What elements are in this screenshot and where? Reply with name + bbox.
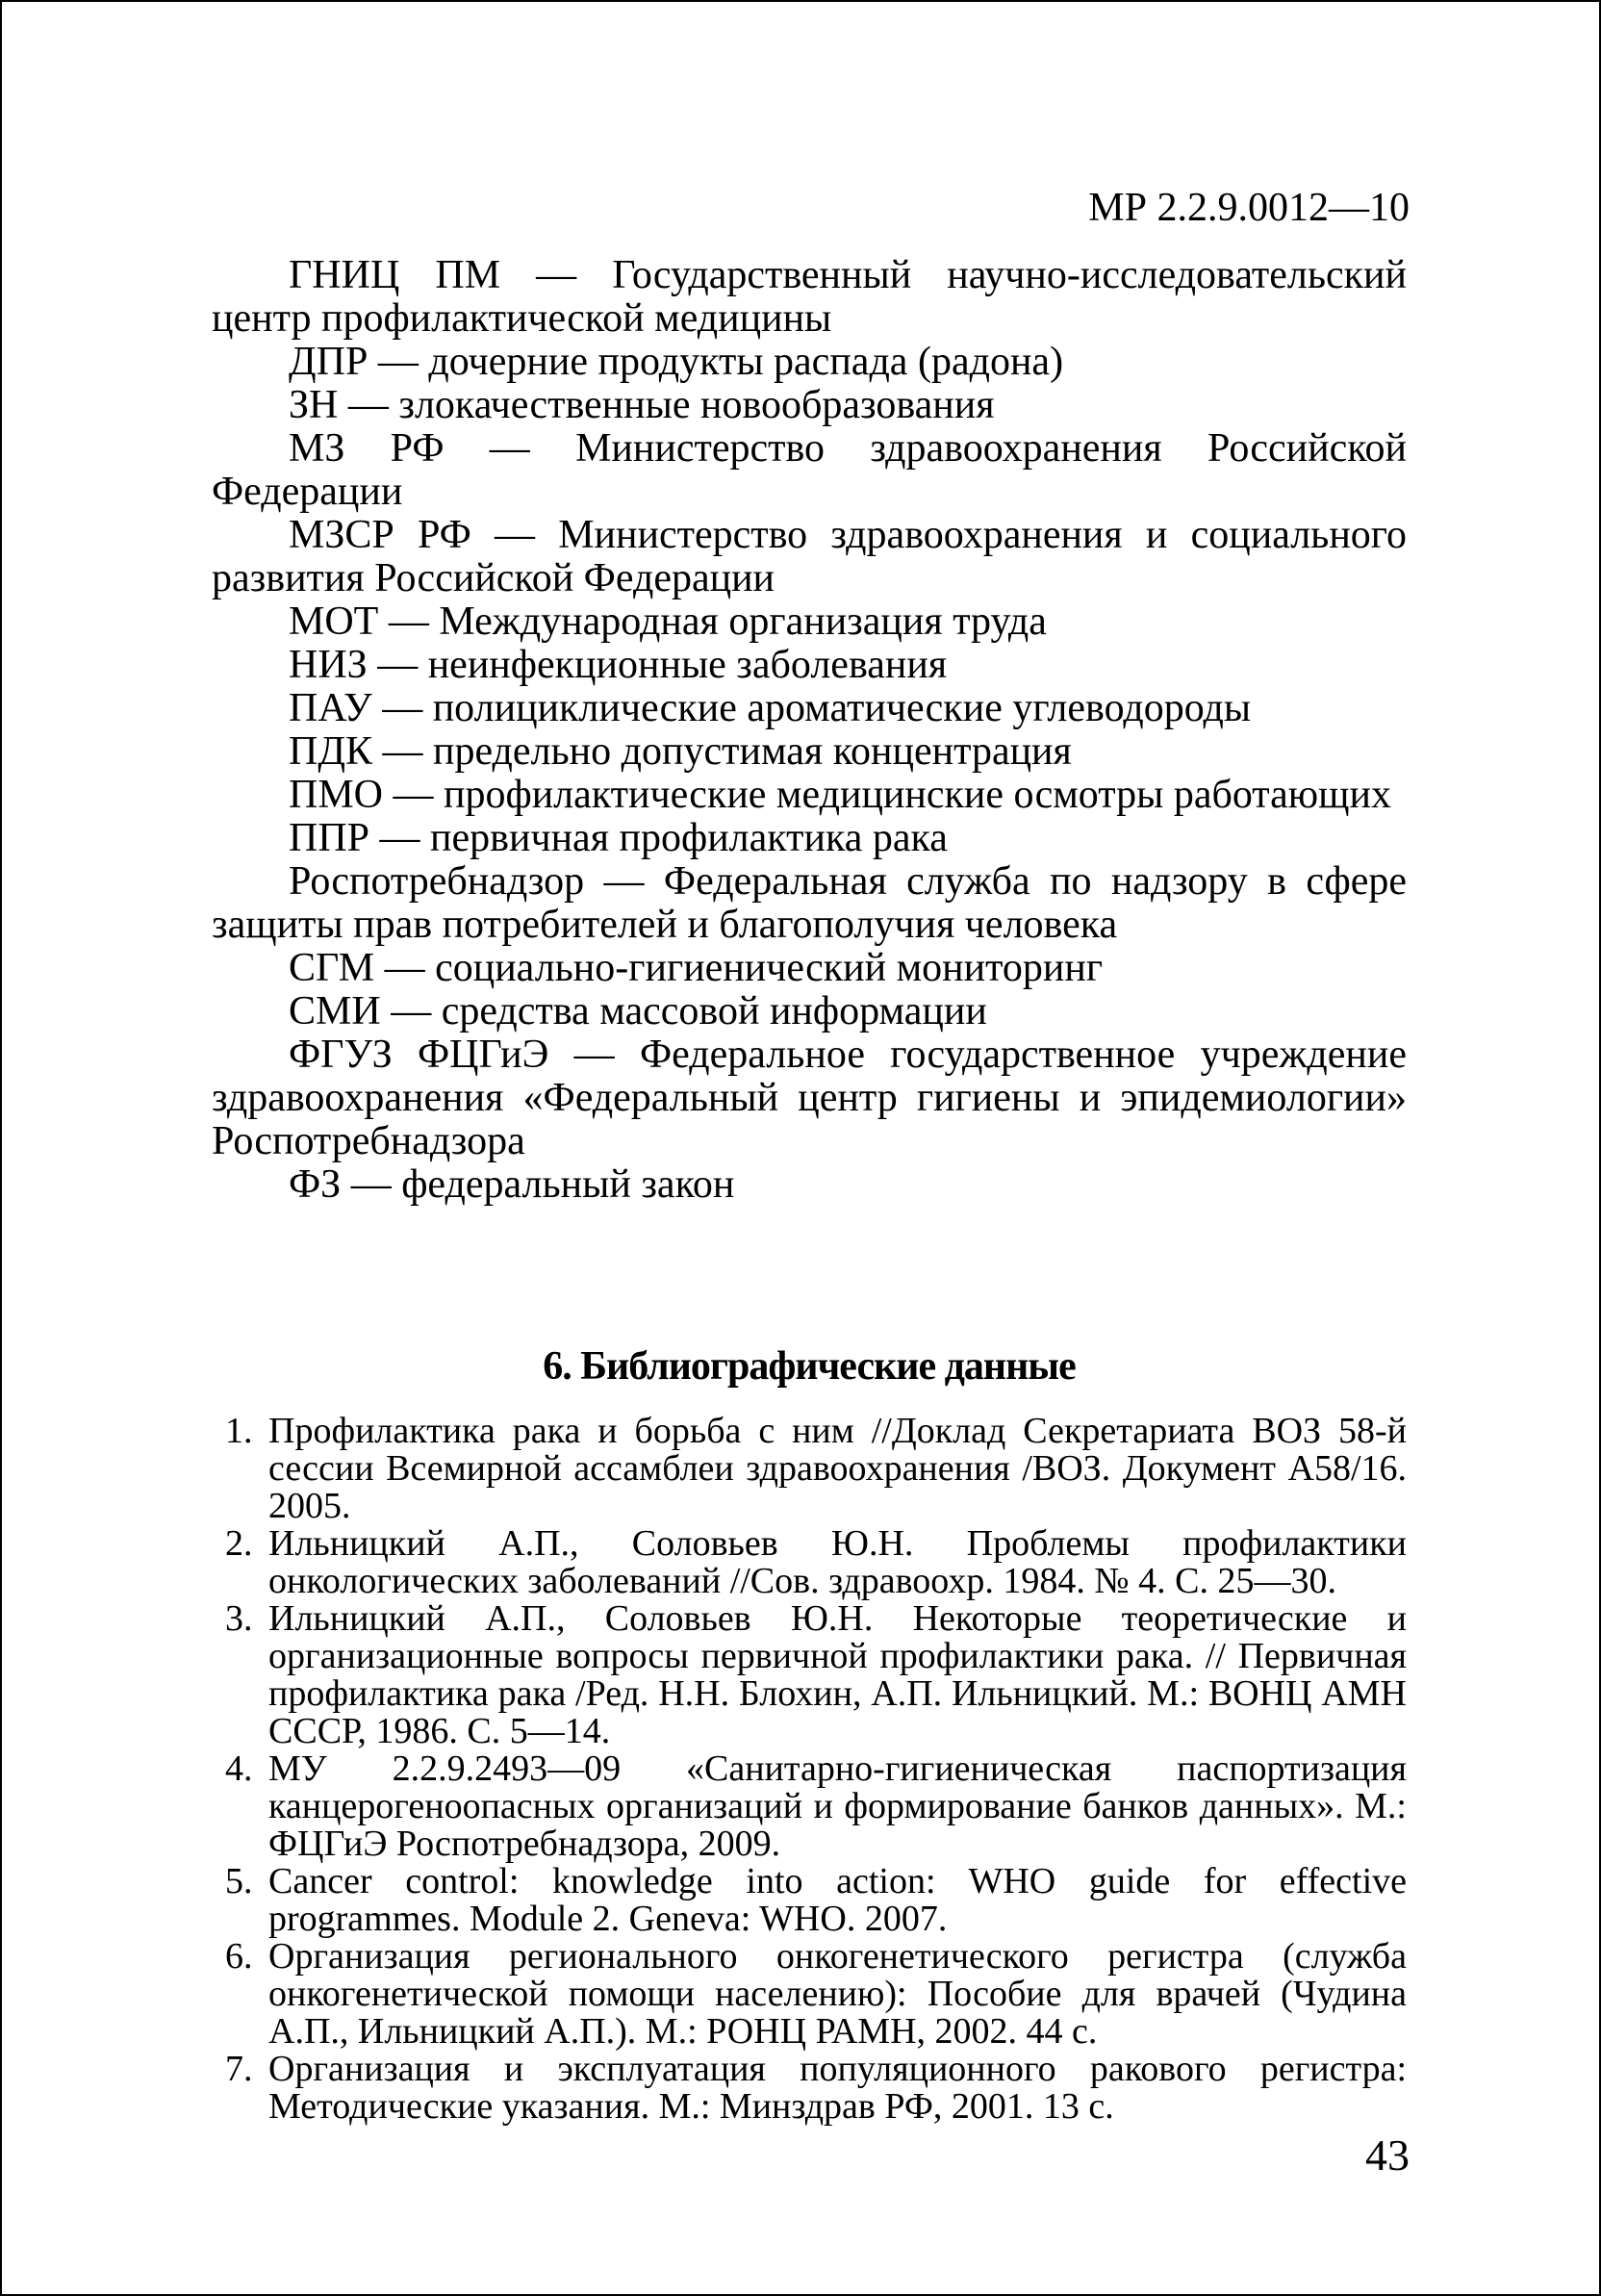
bibliography-item-text: Cancer control: knowledge into action: WHO guide for effective programmes. Module 2. Geneva: WHO. 2007. xyxy=(268,1861,1407,1939)
bibliography-item xyxy=(212,1413,1407,1525)
abbreviation-entry: МЗСР РФ — Министерство здравоохранения и социального развития Российской Федерации xyxy=(212,513,1407,600)
abbreviation-entry: ФЗ — федеральный закон xyxy=(289,1162,735,1207)
page-number: 43 xyxy=(1365,2130,1410,2180)
bibliography-list xyxy=(212,1413,1407,2126)
bibliography-item xyxy=(212,1600,1407,1750)
abbreviation-entry: СМИ — средства массовой информации xyxy=(289,989,987,1033)
bibliography-item-number: 7. xyxy=(225,2049,253,2089)
abbreviation-entry: Роспотребнадзор — Федеральная служба по надзору в сфере защиты прав потребителей и благополучия человека xyxy=(212,859,1407,947)
bibliography-item-number: 5. xyxy=(225,1861,253,1901)
bibliography-item-number: 2. xyxy=(225,1523,253,1564)
abbreviations-section xyxy=(212,254,1407,1207)
bibliography-section xyxy=(212,1343,1407,2126)
abbreviation-entry: ЗН — злокачественные новообразования xyxy=(289,383,995,427)
abbreviation-entry: НИЗ — неинфекционные заболевания xyxy=(289,643,948,687)
document-code-header: МР 2.2.9.0012—10 xyxy=(1088,186,1410,230)
abbreviation-entry: ПАУ — полициклические ароматические углеводороды xyxy=(289,686,1252,730)
bibliography-item xyxy=(212,1863,1407,1938)
abbreviation-entry: ФГУЗ ФЦГиЭ — Федеральное государственное учреждение здравоохранения «Федеральный центр гигиены и эпидемиологии» Роспотребнадзора xyxy=(212,1033,1407,1163)
bibliography-heading: 6. Библиографические данные xyxy=(543,1344,1076,1389)
bibliography-item-number: 1. xyxy=(225,1411,253,1451)
bibliography-item-text: Ильницкий А.П., Соловьев Ю.Н. Проблемы профилактики онкологических заболеваний //Сов. здравоохр. 1984. № 4. С. 25—30. xyxy=(268,1523,1407,1601)
bibliography-item-text: Ильницкий А.П., Соловьев Ю.Н. Некоторые теоретические и организационные вопросы первичной профилактики рака. // Первичная профилактика рака /Ред. Н.Н. Блохин, А.П. Ильницкий. М.: ВОНЦ АМН СССР, 1986. С. 5—14. xyxy=(268,1598,1407,1751)
bibliography-item-text: Профилактика рака и борьба с ним //Доклад Секретариата ВОЗ 58-й сессии Всемирной ассамблеи здравоохранения /ВОЗ. Документ А58/16. 2005. xyxy=(268,1411,1407,1526)
bibliography-item-number: 6. xyxy=(225,1936,253,1977)
abbreviation-entry: ГНИЦ ПМ — Государственный научно-исследовательский центр профилактической медицины xyxy=(212,253,1407,341)
abbreviation-entry: ПМО — профилактические медицинские осмотры работающих xyxy=(289,773,1391,817)
bibliography-item xyxy=(212,1938,1407,2051)
abbreviation-entry: ППР — первичная профилактика рака xyxy=(289,816,948,860)
bibliography-item-number: 4. xyxy=(225,1748,253,1789)
bibliography-item-text: МУ 2.2.9.2493—09 «Санитарно-гигиеническая паспортизация канцерогеноопасных организаций и формирование банков данных». М.: ФЦГиЭ Роспотребнадзора, 2009. xyxy=(268,1748,1407,1864)
bibliography-item xyxy=(212,1525,1407,1600)
abbreviation-entry: МЗ РФ — Министерство здравоохранения Российской Федерации xyxy=(212,426,1407,514)
bibliography-item-text: Организация и эксплуатация популяционного ракового регистра: Методические указания. М.: Минздрав РФ, 2001. 13 с. xyxy=(268,2049,1407,2127)
bibliography-item xyxy=(212,2051,1407,2126)
abbreviation-entry: ДПР — дочерние продукты распада (радона) xyxy=(289,340,1064,384)
bibliography-item-text: Организация регионального онкогенетического регистра (служба онкогенетической помощи населению): Пособие для врачей (Чудина А.П., Ильницкий А.П.). М.: РОНЦ РАМН, 2002. 44 с. xyxy=(268,1936,1407,2052)
bibliography-item-number: 3. xyxy=(225,1598,253,1639)
bibliography-item xyxy=(212,1750,1407,1863)
abbreviation-entry: СГМ — социально-гигиенический мониторинг xyxy=(289,946,1104,990)
abbreviation-entry: ПДК — предельно допустимая концентрация xyxy=(289,729,1072,774)
abbreviation-entry: МОТ — Международная организация труда xyxy=(289,600,1047,644)
